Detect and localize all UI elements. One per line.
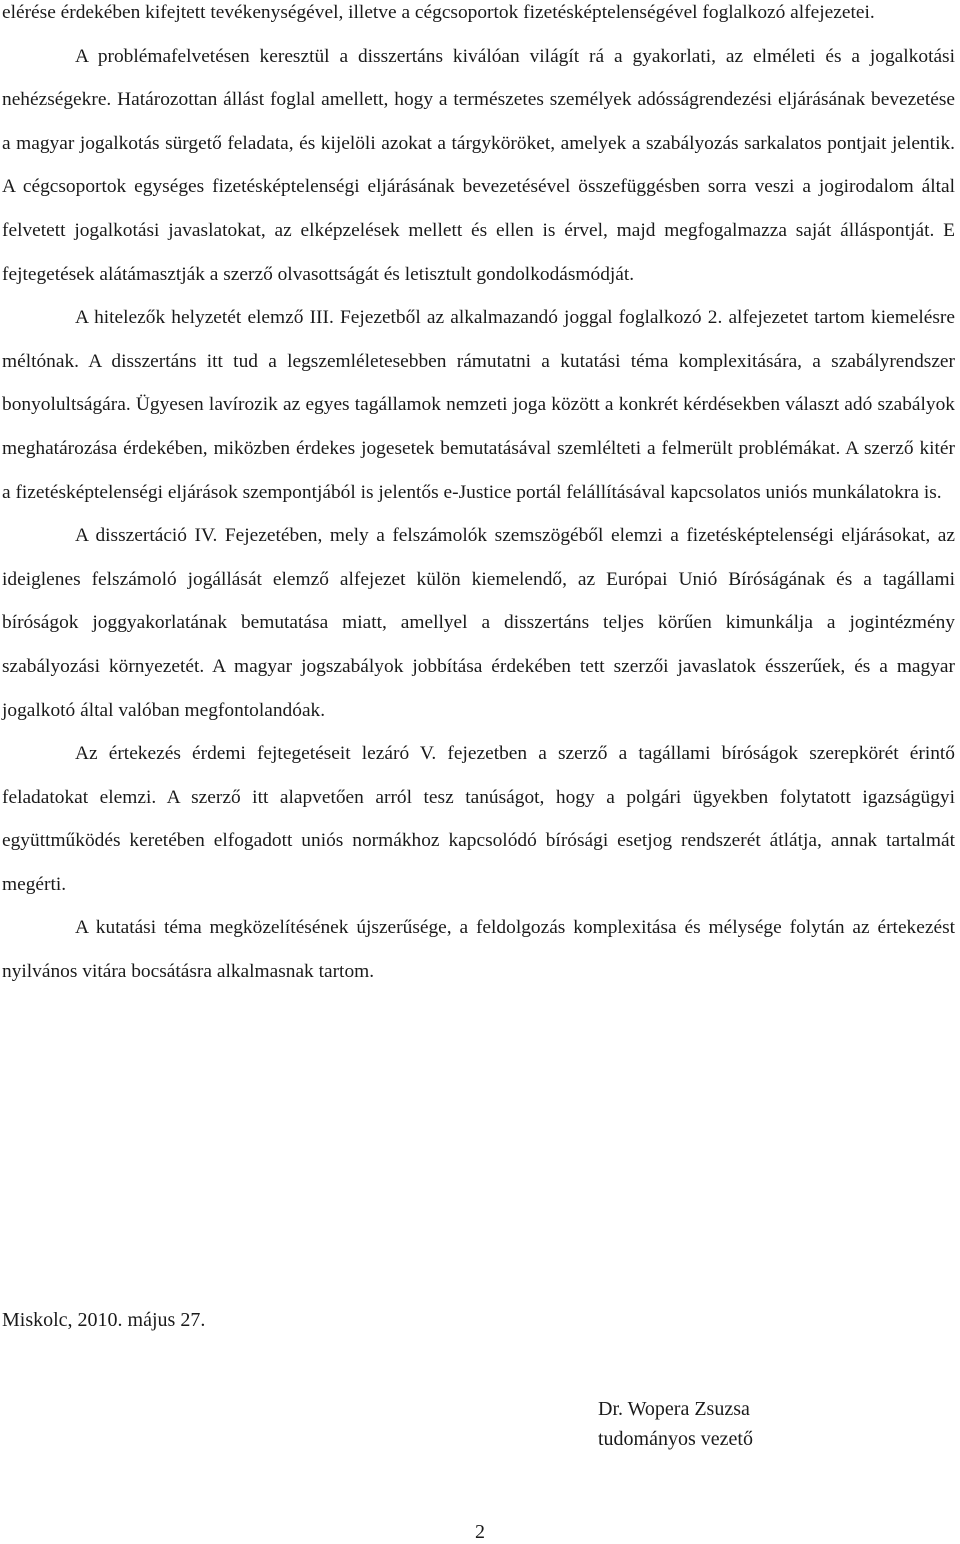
signature-role: tudományos vezető [598,1428,753,1450]
signature-name: Dr. Wopera Zsuzsa [598,1398,750,1420]
paragraph-2: A problémafelvetésen keresztül a disszertáns kiválóan világít rá a gyakorlati, az elméleti és a jogalkotási nehézségekre. Határozottan állást foglal amellett, hogy a természetes személyek adósságrendezési eljárásának bevezetése a magyar jogalkotás sürgető feladata, és kijelöli azokat a tárgyköröket, amelyek a szabályozás sarkalatos pontjait jelentik. A cégcsoportok egységes fizetésképtelenségi eljárásának bevezetésével összefüggésben sorra veszi a jogirodalom által felvetett jogalkotási javaslatokat, az elképzelések mellett és ellen is érvel, majd megfogalmazza saját álláspontját. E fejtegetések alátámasztják a szerző olvasottságát és letisztult gondolkodásmódját. [2,45,955,285]
page-number: 2 [475,1521,485,1543]
place-date: Miskolc, 2010. május 27. [2,1309,206,1331]
body-text [2,0,955,994]
paragraph-1: elérése érdekében kifejtett tevékenységével, illetve a cégcsoportok fizetésképtelenségével foglalkozó alfejezetei. [2,2,875,23]
paragraph-6: A kutatási téma megközelítésének újszerűsége, a feldolgozás komplexitása és mélysége folytán az értekezést nyilvános vitára bocsátásra alkalmasnak tartom. [2,917,955,983]
paragraph-3: A hitelezők helyzetét elemző III. Fejezetből az alkalmazandó joggal foglalkozó 2. alfejezetet tartom kiemelésre méltónak. A disszertáns itt tud a legszemléletesebben rámutatni a kutatási téma komplexitására, a szabályrendszer bonyolultságára. Ügyesen lavírozik az egyes tagállamok nemzeti joga között a konkrét kérdésekben választ adó szabályok meghatározása érdekében, miközben érdekes jogesetek bemutatásával szemlélteti a felmerült problémákat. A szerző kitér a fizetésképtelenségi eljárások szempontjából is jelentős e-Justice portál felállításával kapcsolatos uniós munkálatokra is. [2,307,955,503]
signature-block [598,1394,753,1454]
paragraph-5: Az értekezés érdemi fejtegetéseit lezáró V. fejezetben a szerző a tagállami bíróságok szerepkörét érintő feladatokat elemzi. A szerző itt alapvetően arról tesz tanúságot, hogy a polgári ügyekben folytatott igazságügyi együttműködés keretében elfogadott uniós normákhoz kapcsolódó bírósági esetjog rendszerét átlátja, annak tartalmát megérti. [2,743,955,895]
paragraph-4: A disszertáció IV. Fejezetében, mely a felszámolók szemszögéből elemzi a fizetésképtelenségi eljárásokat, az ideiglenes felszámoló jogállását elemző alfejezet külön kiemelendő, az Európai Unió Bíróságának és a tagállami bíróságok joggyakorlatának bemutatása miatt, amellyel a disszertáns teljes körűen kimunkálja a jogintézmény szabályozási környezetét. A magyar jogszabályok jobbítása érdekében tett szerzői javaslatok ésszerűek, és a magyar jogalkotó által valóban megfontolandóak. [2,525,955,721]
